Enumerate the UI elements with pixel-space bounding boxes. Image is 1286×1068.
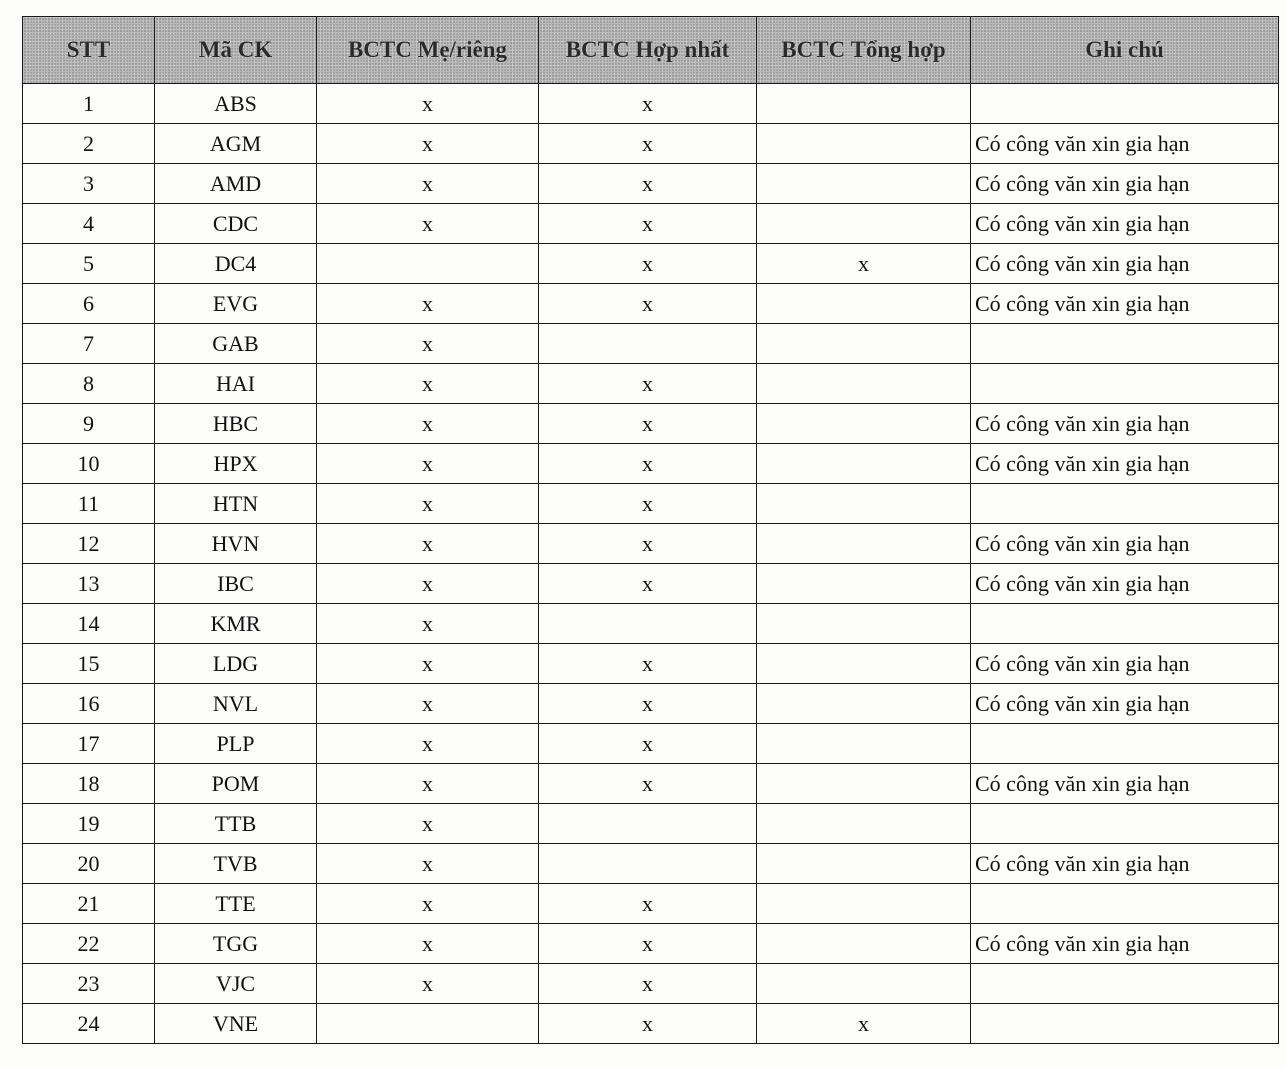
cell-ghi-chu: Có công văn xin gia hạn: [971, 444, 1279, 484]
cell-stt: 24: [23, 1004, 155, 1044]
cell-bctc-tong-hop: [757, 284, 971, 324]
cell-bctc-hop-nhat: x: [539, 764, 757, 804]
cell-bctc-hop-nhat: x: [539, 364, 757, 404]
cell-bctc-tong-hop: [757, 364, 971, 404]
table-row: [23, 564, 1279, 604]
cell-bctc-tong-hop: [757, 604, 971, 644]
cell-ma-ck: VNE: [155, 1004, 317, 1044]
cell-bctc-tong-hop: x: [757, 244, 971, 284]
cell-ma-ck: TVB: [155, 844, 317, 884]
cell-ma-ck: KMR: [155, 604, 317, 644]
cell-stt: 8: [23, 364, 155, 404]
header-bctc-me-rieng: BCTC Mẹ/riêng: [317, 17, 539, 84]
cell-bctc-hop-nhat: x: [539, 404, 757, 444]
cell-bctc-tong-hop: [757, 844, 971, 884]
cell-ghi-chu: Có công văn xin gia hạn: [971, 564, 1279, 604]
cell-ghi-chu: [971, 724, 1279, 764]
cell-bctc-me-rieng: x: [317, 644, 539, 684]
cell-stt: 23: [23, 964, 155, 1004]
cell-bctc-me-rieng: x: [317, 84, 539, 124]
table-body: [23, 84, 1279, 1044]
cell-bctc-hop-nhat: [539, 844, 757, 884]
table-row: [23, 924, 1279, 964]
cell-ghi-chu: Có công văn xin gia hạn: [971, 924, 1279, 964]
cell-ma-ck: TGG: [155, 924, 317, 964]
cell-bctc-hop-nhat: x: [539, 884, 757, 924]
cell-bctc-hop-nhat: [539, 324, 757, 364]
cell-ma-ck: ABS: [155, 84, 317, 124]
table-row: [23, 284, 1279, 324]
cell-ghi-chu: [971, 484, 1279, 524]
cell-ma-ck: POM: [155, 764, 317, 804]
cell-bctc-me-rieng: x: [317, 564, 539, 604]
cell-bctc-me-rieng: x: [317, 844, 539, 884]
cell-bctc-me-rieng: x: [317, 324, 539, 364]
table-header: [23, 17, 1279, 84]
cell-bctc-tong-hop: [757, 684, 971, 724]
cell-bctc-tong-hop: [757, 164, 971, 204]
cell-bctc-hop-nhat: x: [539, 484, 757, 524]
table-row: [23, 804, 1279, 844]
cell-ghi-chu: [971, 604, 1279, 644]
header-row: [23, 17, 1279, 84]
header-ma-ck: Mã CK: [155, 17, 317, 84]
cell-bctc-me-rieng: x: [317, 764, 539, 804]
cell-ma-ck: PLP: [155, 724, 317, 764]
table-row: [23, 844, 1279, 884]
cell-ma-ck: HPX: [155, 444, 317, 484]
cell-bctc-me-rieng: x: [317, 404, 539, 444]
cell-ma-ck: AMD: [155, 164, 317, 204]
cell-stt: 4: [23, 204, 155, 244]
cell-ghi-chu: Có công văn xin gia hạn: [971, 524, 1279, 564]
cell-bctc-hop-nhat: x: [539, 204, 757, 244]
cell-bctc-me-rieng: x: [317, 964, 539, 1004]
table-row: [23, 444, 1279, 484]
cell-bctc-me-rieng: x: [317, 164, 539, 204]
cell-bctc-me-rieng: x: [317, 484, 539, 524]
cell-ma-ck: GAB: [155, 324, 317, 364]
cell-stt: 6: [23, 284, 155, 324]
cell-ghi-chu: Có công văn xin gia hạn: [971, 764, 1279, 804]
cell-ghi-chu: Có công văn xin gia hạn: [971, 844, 1279, 884]
cell-stt: 17: [23, 724, 155, 764]
cell-bctc-hop-nhat: x: [539, 244, 757, 284]
cell-bctc-tong-hop: [757, 124, 971, 164]
table-row: [23, 84, 1279, 124]
cell-bctc-tong-hop: [757, 724, 971, 764]
cell-bctc-tong-hop: [757, 404, 971, 444]
cell-bctc-tong-hop: [757, 444, 971, 484]
cell-bctc-tong-hop: [757, 764, 971, 804]
report-table: [22, 16, 1279, 1044]
table-row: [23, 684, 1279, 724]
cell-bctc-me-rieng: x: [317, 364, 539, 404]
cell-bctc-hop-nhat: x: [539, 284, 757, 324]
cell-bctc-me-rieng: x: [317, 884, 539, 924]
table-row: [23, 724, 1279, 764]
cell-ma-ck: NVL: [155, 684, 317, 724]
table-row: [23, 204, 1279, 244]
cell-bctc-hop-nhat: x: [539, 644, 757, 684]
cell-stt: 18: [23, 764, 155, 804]
table-row: [23, 764, 1279, 804]
cell-bctc-me-rieng: x: [317, 444, 539, 484]
cell-bctc-me-rieng: x: [317, 284, 539, 324]
cell-bctc-tong-hop: x: [757, 1004, 971, 1044]
table-row: [23, 484, 1279, 524]
cell-ghi-chu: [971, 84, 1279, 124]
cell-bctc-tong-hop: [757, 804, 971, 844]
cell-stt: 19: [23, 804, 155, 844]
cell-bctc-tong-hop: [757, 524, 971, 564]
table-row: [23, 124, 1279, 164]
cell-ghi-chu: Có công văn xin gia hạn: [971, 124, 1279, 164]
cell-ma-ck: EVG: [155, 284, 317, 324]
cell-stt: 9: [23, 404, 155, 444]
cell-stt: 7: [23, 324, 155, 364]
cell-bctc-me-rieng: x: [317, 684, 539, 724]
table-row: [23, 964, 1279, 1004]
cell-ghi-chu: Có công văn xin gia hạn: [971, 284, 1279, 324]
table-row: [23, 884, 1279, 924]
cell-bctc-me-rieng: x: [317, 924, 539, 964]
cell-stt: 13: [23, 564, 155, 604]
table-row: [23, 604, 1279, 644]
cell-ma-ck: HAI: [155, 364, 317, 404]
cell-bctc-hop-nhat: x: [539, 684, 757, 724]
cell-bctc-hop-nhat: x: [539, 164, 757, 204]
cell-bctc-hop-nhat: x: [539, 1004, 757, 1044]
cell-ma-ck: VJC: [155, 964, 317, 1004]
table-row: [23, 164, 1279, 204]
cell-bctc-hop-nhat: [539, 604, 757, 644]
table-row: [23, 324, 1279, 364]
cell-bctc-hop-nhat: x: [539, 124, 757, 164]
cell-bctc-tong-hop: [757, 644, 971, 684]
cell-ma-ck: LDG: [155, 644, 317, 684]
header-stt: STT: [23, 17, 155, 84]
header-ghi-chu: Ghi chú: [971, 17, 1279, 84]
cell-bctc-me-rieng: [317, 244, 539, 284]
cell-bctc-tong-hop: [757, 884, 971, 924]
cell-stt: 5: [23, 244, 155, 284]
cell-ghi-chu: Có công văn xin gia hạn: [971, 204, 1279, 244]
cell-stt: 16: [23, 684, 155, 724]
cell-ma-ck: DC4: [155, 244, 317, 284]
cell-bctc-tong-hop: [757, 564, 971, 604]
cell-ghi-chu: [971, 1004, 1279, 1044]
table-row: [23, 524, 1279, 564]
cell-ghi-chu: Có công văn xin gia hạn: [971, 404, 1279, 444]
cell-ghi-chu: [971, 804, 1279, 844]
table-row: [23, 404, 1279, 444]
cell-ma-ck: HBC: [155, 404, 317, 444]
cell-bctc-hop-nhat: x: [539, 84, 757, 124]
cell-bctc-tong-hop: [757, 324, 971, 364]
cell-bctc-me-rieng: x: [317, 524, 539, 564]
cell-stt: 3: [23, 164, 155, 204]
cell-bctc-tong-hop: [757, 964, 971, 1004]
table-row: [23, 1004, 1279, 1044]
header-bctc-hop-nhat: BCTC Hợp nhất: [539, 17, 757, 84]
table-row: [23, 364, 1279, 404]
cell-bctc-hop-nhat: x: [539, 964, 757, 1004]
cell-ghi-chu: Có công văn xin gia hạn: [971, 164, 1279, 204]
cell-bctc-hop-nhat: [539, 804, 757, 844]
cell-bctc-me-rieng: x: [317, 604, 539, 644]
cell-ghi-chu: [971, 364, 1279, 404]
cell-bctc-me-rieng: [317, 1004, 539, 1044]
cell-ghi-chu: [971, 884, 1279, 924]
cell-bctc-hop-nhat: x: [539, 564, 757, 604]
cell-ma-ck: HTN: [155, 484, 317, 524]
cell-ghi-chu: [971, 964, 1279, 1004]
cell-bctc-tong-hop: [757, 484, 971, 524]
header-bctc-tong-hop: BCTC Tổng hợp: [757, 17, 971, 84]
cell-bctc-hop-nhat: x: [539, 924, 757, 964]
cell-ma-ck: CDC: [155, 204, 317, 244]
cell-stt: 15: [23, 644, 155, 684]
cell-stt: 10: [23, 444, 155, 484]
cell-ghi-chu: Có công văn xin gia hạn: [971, 684, 1279, 724]
cell-ghi-chu: Có công văn xin gia hạn: [971, 644, 1279, 684]
cell-ma-ck: HVN: [155, 524, 317, 564]
cell-ma-ck: AGM: [155, 124, 317, 164]
cell-bctc-me-rieng: x: [317, 204, 539, 244]
cell-stt: 12: [23, 524, 155, 564]
cell-bctc-hop-nhat: x: [539, 444, 757, 484]
cell-stt: 11: [23, 484, 155, 524]
cell-bctc-me-rieng: x: [317, 804, 539, 844]
cell-stt: 20: [23, 844, 155, 884]
cell-bctc-tong-hop: [757, 84, 971, 124]
cell-stt: 1: [23, 84, 155, 124]
cell-stt: 22: [23, 924, 155, 964]
cell-ma-ck: TTB: [155, 804, 317, 844]
cell-bctc-tong-hop: [757, 204, 971, 244]
cell-ghi-chu: [971, 324, 1279, 364]
cell-ghi-chu: Có công văn xin gia hạn: [971, 244, 1279, 284]
table-row: [23, 644, 1279, 684]
cell-bctc-me-rieng: x: [317, 724, 539, 764]
cell-bctc-me-rieng: x: [317, 124, 539, 164]
table-row: [23, 244, 1279, 284]
cell-stt: 2: [23, 124, 155, 164]
cell-bctc-hop-nhat: x: [539, 724, 757, 764]
cell-bctc-tong-hop: [757, 924, 971, 964]
cell-stt: 21: [23, 884, 155, 924]
cell-ma-ck: TTE: [155, 884, 317, 924]
cell-ma-ck: IBC: [155, 564, 317, 604]
cell-bctc-hop-nhat: x: [539, 524, 757, 564]
cell-stt: 14: [23, 604, 155, 644]
